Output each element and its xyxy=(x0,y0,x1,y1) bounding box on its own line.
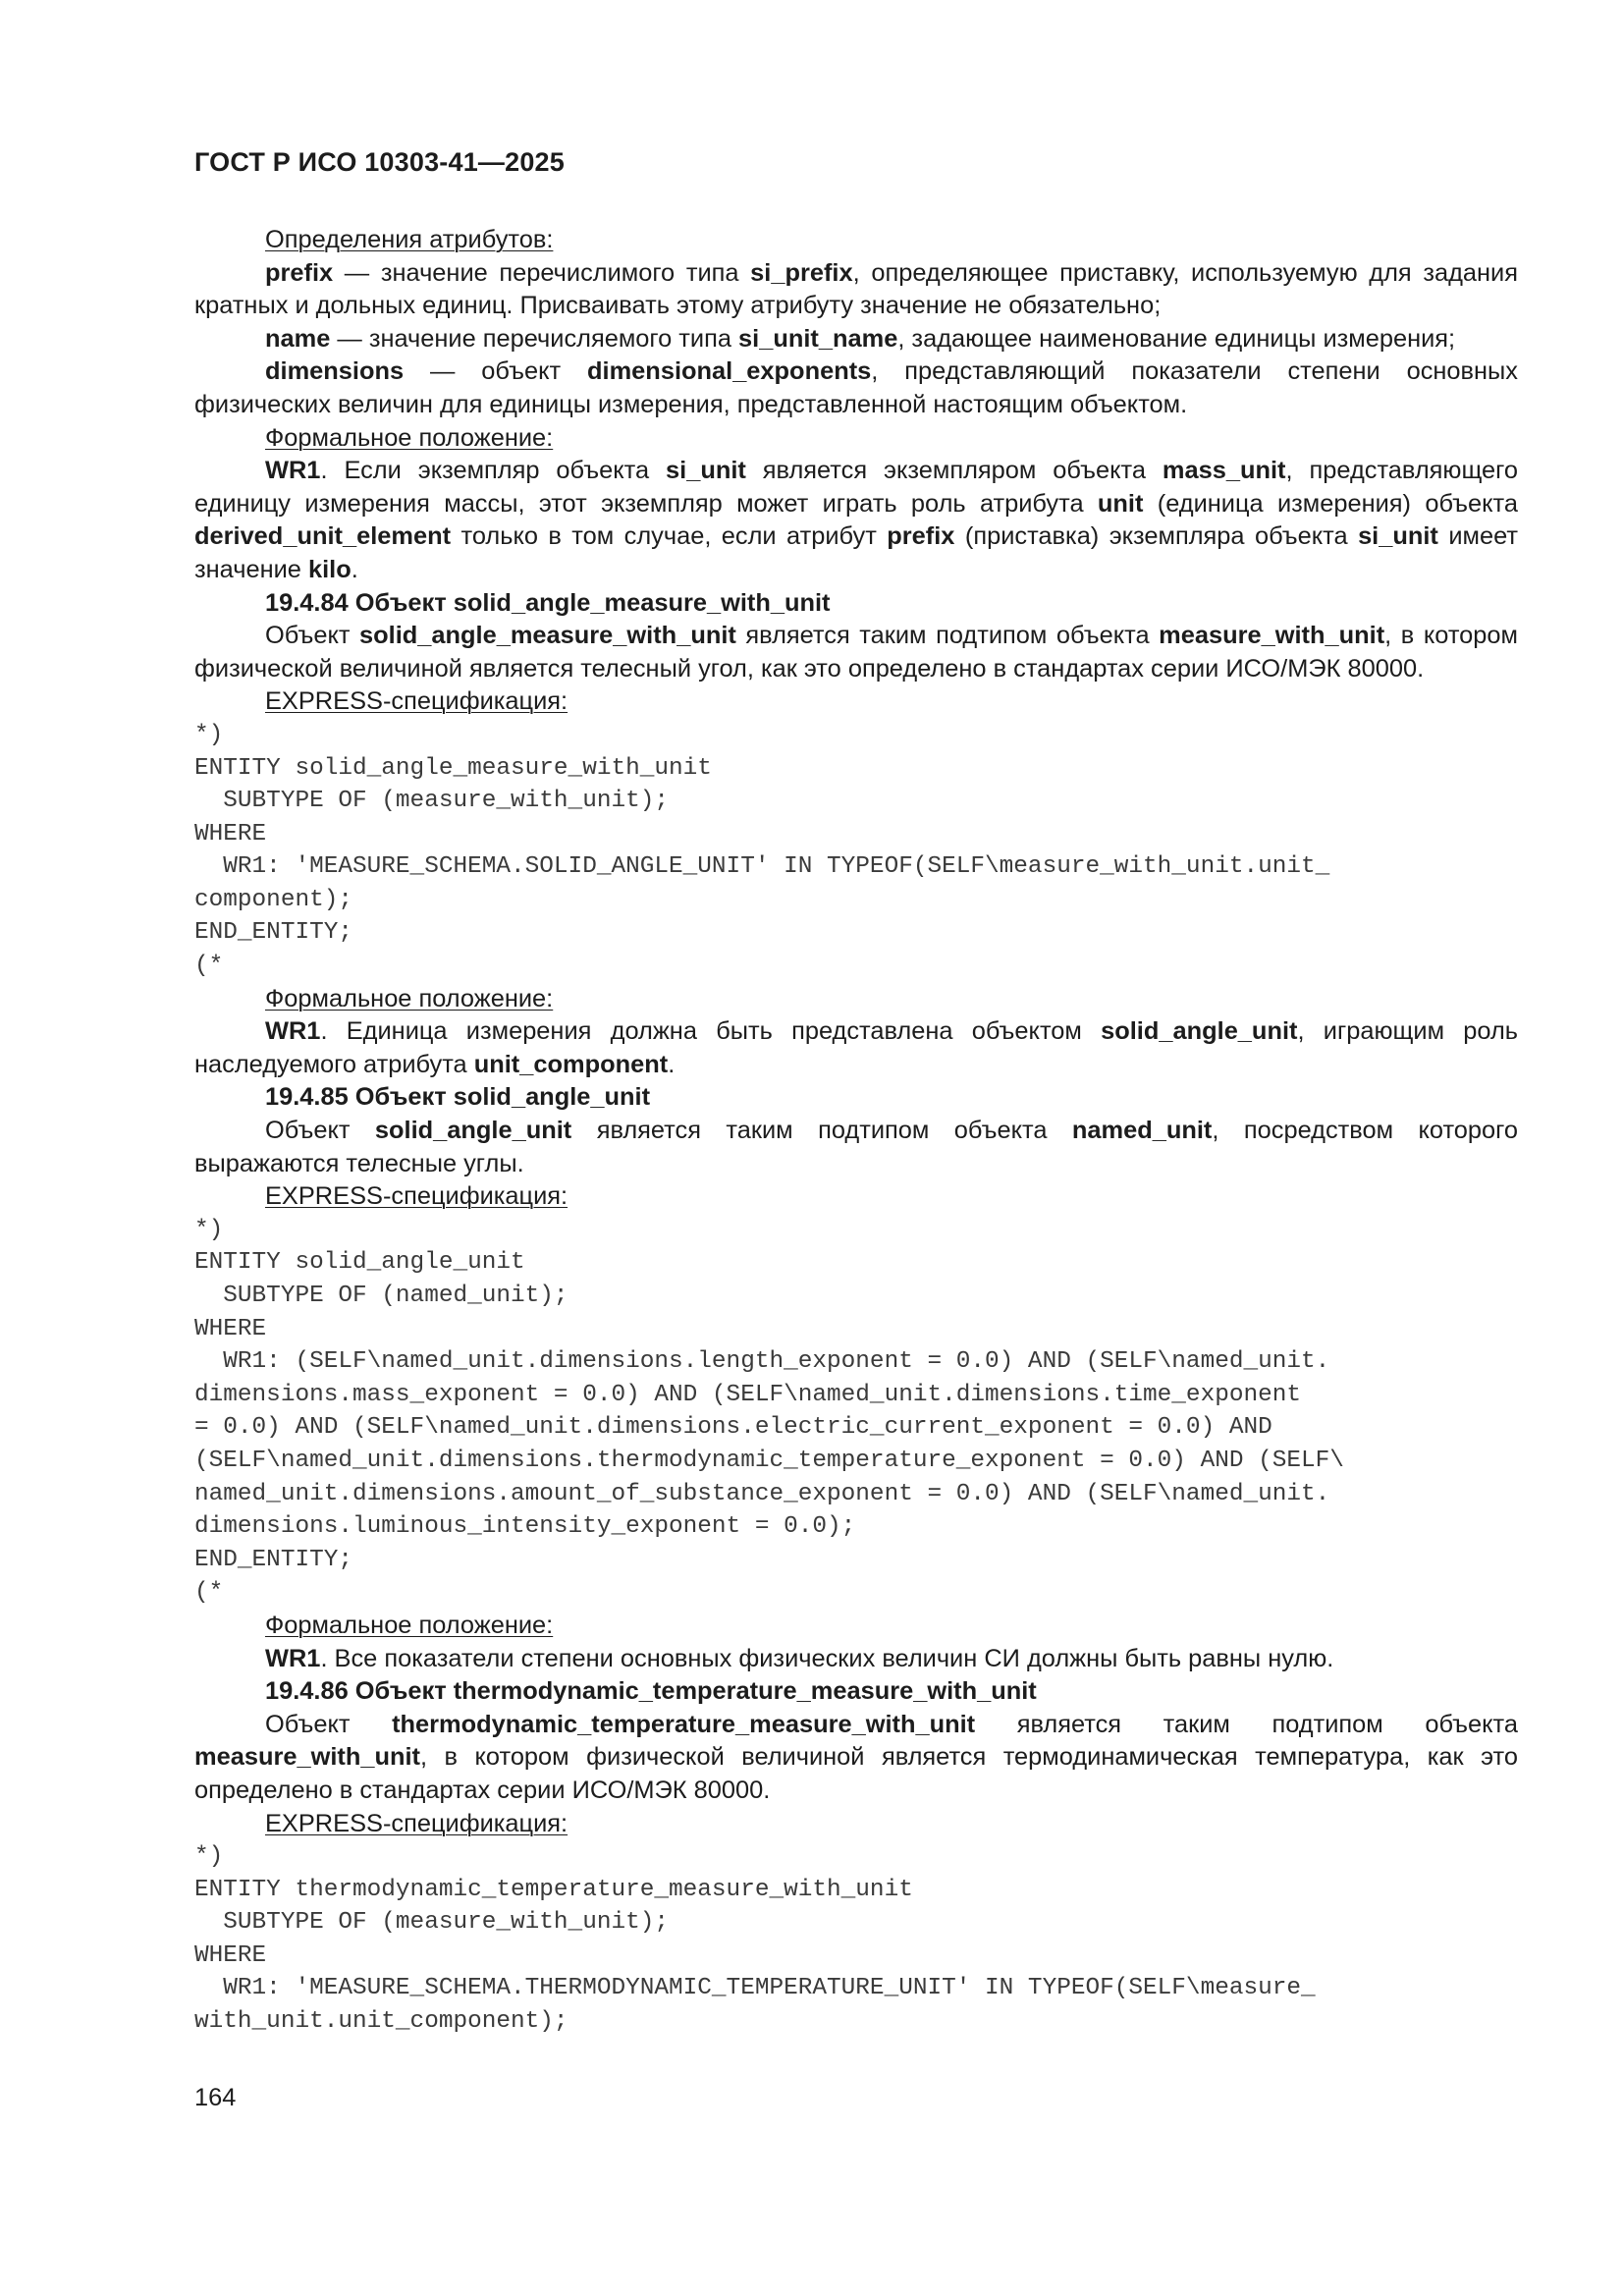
express-code-block: *) ENTITY thermodynamic_temperature_measure_with_unit SUBTYPE OF (measure_with_unit); WHERE WR1: 'MEASURE_SCHEMA.THERMODYNAMIC_TEMPERATURE_UNIT' IN TYPEOF(SELF\measure_ with_unit.unit_component); xyxy=(194,1843,1316,2036)
express-spec-heading: EXPRESS-спецификация: xyxy=(265,1182,568,1211)
section-description: Объект solid_angle_measure_with_unit является таким подтипом объекта measure_with_unit, в котором физической величиной является телесный угол, как это определено в стандартах серии ИСО/МЭК 80000. xyxy=(194,622,1518,683)
formal-proposition-heading: Формальное положение: xyxy=(265,984,554,1012)
express-spec-heading: EXPRESS-спецификация: xyxy=(265,687,568,716)
attribute-definitions-heading: Определения атрибутов: xyxy=(265,226,554,253)
section-description: Объект thermodynamic_temperature_measure_with_unit является таким подтипом объекта measure_with_unit, в котором физической величиной является термодинамическая температура, как это определено в стандартах серии ИСО/МЭК 80000. xyxy=(194,1710,1518,1804)
attribute-dimensions-definition: dimensions — объект dimensional_exponents, представляющий показатели степени основных физических величин для единицы измерения, представленной настоящим объектом. xyxy=(194,357,1518,418)
page-number: 164 xyxy=(194,2084,237,2111)
attribute-name-definition: name — значение перечисляемого типа si_unit_name, задающее наименование единицы измерения; xyxy=(265,324,1456,353)
formal-rule-wr1: WR1. Все показатели степени основных физических величин СИ должны быть равны нулю. xyxy=(265,1644,1334,1672)
formal-rule-wr1: WR1. Единица измерения должна быть представлена объектом solid_angle_unit, играющим роль наследуемого атрибута unit_component. xyxy=(194,1017,1519,1078)
formal-rule-wr1: WR1. Если экземпляр объекта si_unit является экземпляром объекта mass_unit, представляющего единицу измерения массы, этот экземпляр может играть роль атрибута unit (единица измерения) объекта derived_unit_element только в том случае, если атрибут prefix (приставка) экземпляра объекта si_unit имеет значение kilo. xyxy=(194,457,1518,583)
document-body xyxy=(194,224,1518,2039)
formal-proposition-heading: Формальное положение: xyxy=(265,1611,554,1639)
express-code-block: *) ENTITY solid_angle_unit SUBTYPE OF (named_unit); WHERE WR1: (SELF\named_unit.dimensions.length_exponent = 0.0) AND (SELF\named_unit. dimensions.mass_exponent = 0.0) AND (SELF\named_unit.dimensions.time_exponent = 0.0) AND (SELF\named_unit.dimensions.electric_current_exponent = 0.0) AND (SELF\named_unit.dimensions.thermodynamic_temperature_exponent = 0.0) AND (SELF\ named_unit.dimensions.amount_of_substance_exponent = 0.0) AND (SELF\named_unit. dimensions.luminous_intensity_exponent = 0.0); END_ENTITY; (* xyxy=(194,1216,1344,1607)
attribute-prefix-definition: prefix — значение перечислимого типа si_prefix, определяющее приставку, используемую для задания кратных и дольных единиц. Присваивать этому атрибуту значение не обязательно; xyxy=(194,258,1518,320)
section-heading: 19.4.85 Объект solid_angle_unit xyxy=(265,1083,651,1112)
express-spec-heading: EXPRESS-спецификация: xyxy=(265,1809,568,1837)
express-code-block: *) ENTITY solid_angle_measure_with_unit SUBTYPE OF (measure_with_unit); WHERE WR1: 'MEASURE_SCHEMA.SOLID_ANGLE_UNIT' IN TYPEOF(SELF\measure_with_unit.unit_ component); END_ENTITY; (* xyxy=(194,721,1330,980)
document-header: ГОСТ Р ИСО 10303-41—2025 xyxy=(194,147,565,177)
section-heading: 19.4.84 Объект solid_angle_measure_with_unit xyxy=(265,588,831,617)
formal-proposition-heading: Формальное положение: xyxy=(265,423,554,452)
section-description: Объект solid_angle_unit является таким подтипом объекта named_unit, посредством которого выражаются телесные углы. xyxy=(194,1117,1518,1177)
section-heading: 19.4.86 Объект thermodynamic_temperature_measure_with_unit xyxy=(265,1677,1037,1706)
